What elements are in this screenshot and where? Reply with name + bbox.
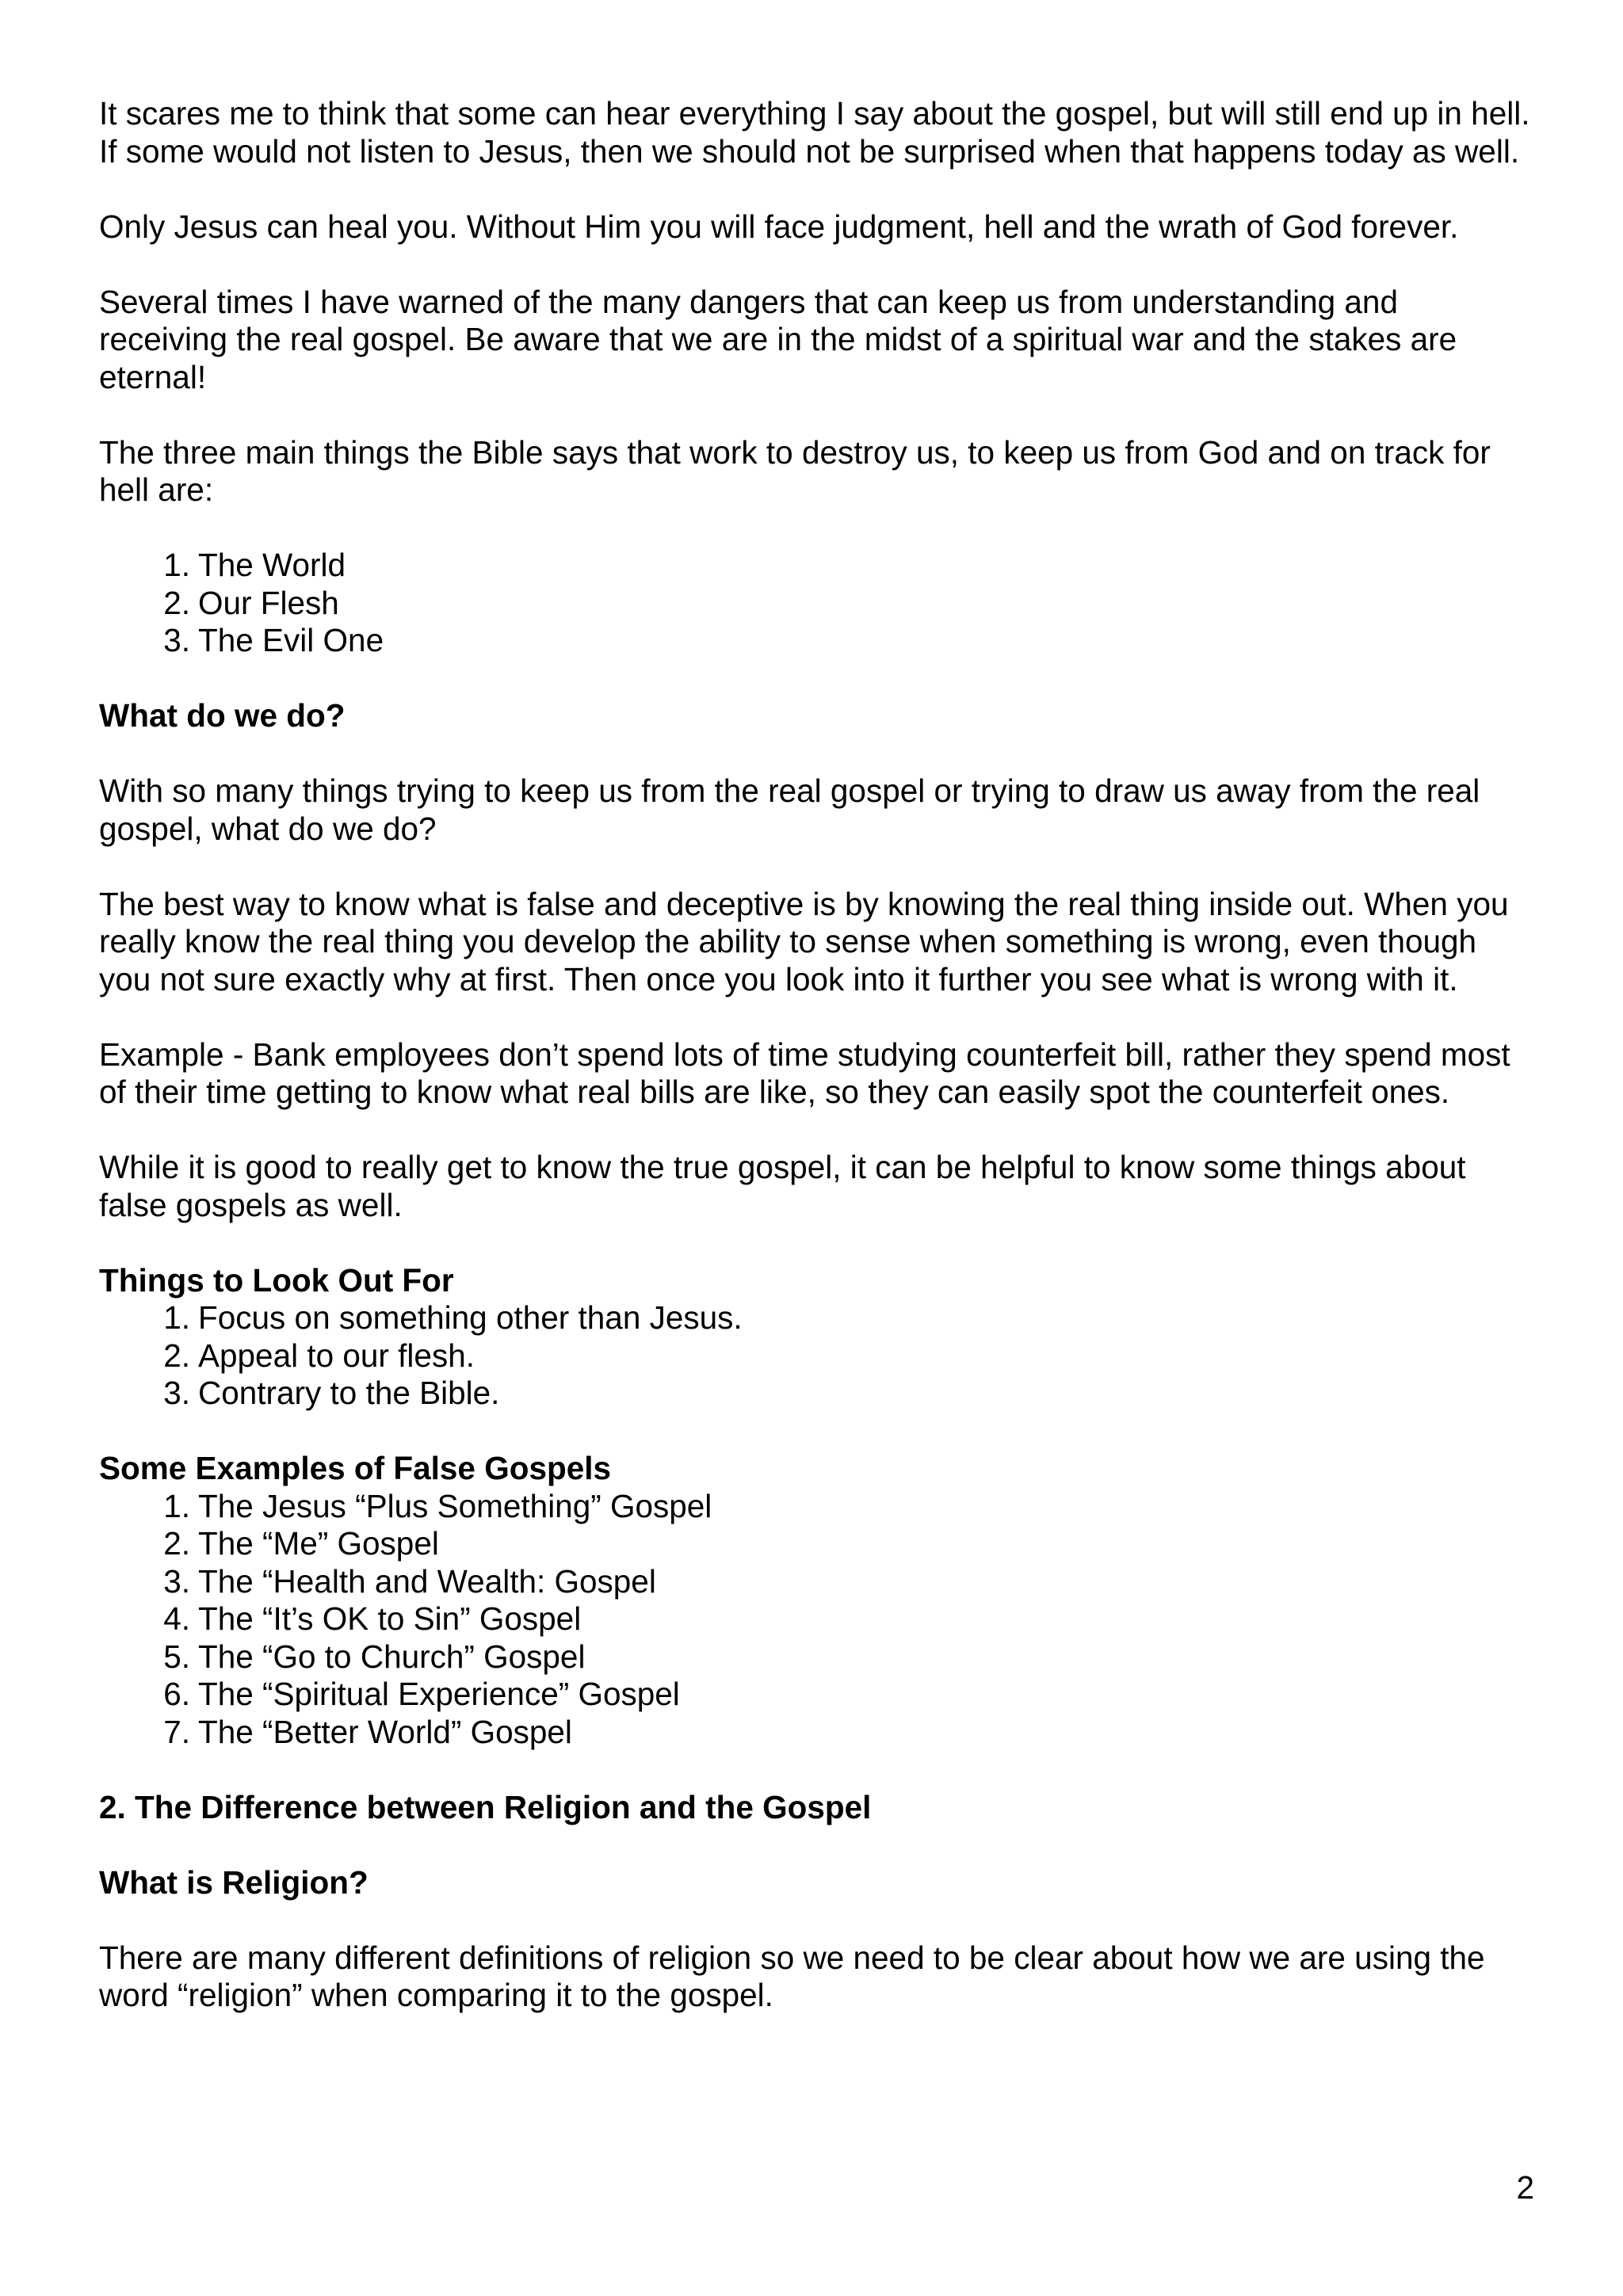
list-item-text: The Jesus “Plus Something” Gospel [198,1487,712,1524]
list-item [99,1525,1533,1563]
list-item-text: The “Me” Gospel [198,1525,439,1562]
paragraph-scares: It scares me to think that some can hear everything I say about the gospel, but will still end up in hell. If some would not listen to Jesus, then we should not be surprised when that happens today as well. [99,95,1530,170]
heading-look-out: Things to Look Out For [99,1261,454,1299]
list-item-text: The “Health and Wealth: Gospel [198,1562,656,1600]
list-item [99,1676,1533,1714]
list-number: 6. [163,1676,190,1712]
list-number: 3. [163,1375,190,1411]
list-item [99,1337,1533,1375]
list-enemies [99,547,1533,660]
list-item [99,585,1533,623]
paragraph-example-bank: Example - Bank employees don’t spend lots of time studying counterfeit bill, rather they spend most of their time getting to know what real bills are like, so they can easily spot the counterfeit ones. [99,1035,1510,1110]
page-number: 2 [1516,2169,1534,2206]
list-number: 5. [163,1638,190,1675]
list-item-text: The “It’s OK to Sin” Gospel [198,1600,582,1637]
list-item-text: The “Better World” Gospel [198,1713,572,1750]
paragraph-best-way: The best way to know what is false and deceptive is by knowing the real thing inside out. When you really know the real thing you develop the ability to sense when something is wrong, even though you not sure exactly why at first. Then once you look into it further you see what is wrong with it. [99,885,1509,997]
list-number: 2. [163,1337,190,1374]
heading-difference: 2. The Difference between Religion and the Gospel [99,1788,872,1825]
paragraph-only-jesus: Only Jesus can heal you. Without Him you will face judgment, hell and the wrath of God forever. [99,208,1459,245]
list-examples [99,1488,1533,1752]
list-number: 2. [163,584,190,621]
list-item-text: Contrary to the Bible. [198,1375,500,1411]
list-number: 1. [163,547,190,583]
list-item [99,622,1533,660]
heading-what-is-religion: What is Religion? [99,1863,369,1901]
heading-what-do-we-do: What do we do? [99,697,346,734]
list-item-text: Focus on something other than Jesus. [198,1299,743,1336]
paragraph-several-times: Several times I have warned of the many dangers that can keep us from understanding and receiving the real gospel. Be aware that we are in the midst of a spiritual war and the stakes are eternal! [99,283,1457,395]
list-item [99,1563,1533,1601]
list-item-text: The World [198,547,346,583]
list-number: 3. [163,1562,190,1600]
list-item-text: Our Flesh [198,584,339,621]
list-look-out [99,1299,1533,1413]
paragraph-with-so-many: With so many things trying to keep us from the real gospel or trying to draw us away from the real gospel, what do we do? [99,772,1480,847]
paragraph-while-good: While it is good to really get to know the true gospel, it can be helpful to know some things about false gospels as well. [99,1149,1466,1223]
list-item-text: Appeal to our flesh. [198,1337,475,1374]
list-item [99,1600,1533,1638]
paragraph-religion-definitions: There are many different definitions of religion so we need to be clear about how we are using the word “religion” when comparing it to the gospel. [99,1939,1485,2013]
list-item [99,1488,1533,1526]
list-item [99,1299,1533,1337]
heading-examples: Some Examples of False Gospels [99,1450,612,1486]
list-number: 7. [163,1713,190,1750]
list-number: 2. [163,1525,190,1562]
list-number: 1. [163,1487,190,1524]
list-item-text: The Evil One [198,622,384,658]
list-number: 3. [163,622,190,658]
list-number: 1. [163,1299,190,1336]
list-item [99,547,1533,585]
list-item-text: The “Spiritual Experience” Gospel [198,1676,680,1712]
document-page [99,95,1533,2052]
list-number: 4. [163,1600,190,1637]
list-item-text: The “Go to Church” Gospel [198,1638,586,1675]
list-item [99,1714,1533,1752]
list-item [99,1375,1533,1413]
list-item [99,1638,1533,1676]
paragraph-three-things: The three main things the Bible says that work to destroy us, to keep us from God and on track for hell are: [99,433,1491,508]
